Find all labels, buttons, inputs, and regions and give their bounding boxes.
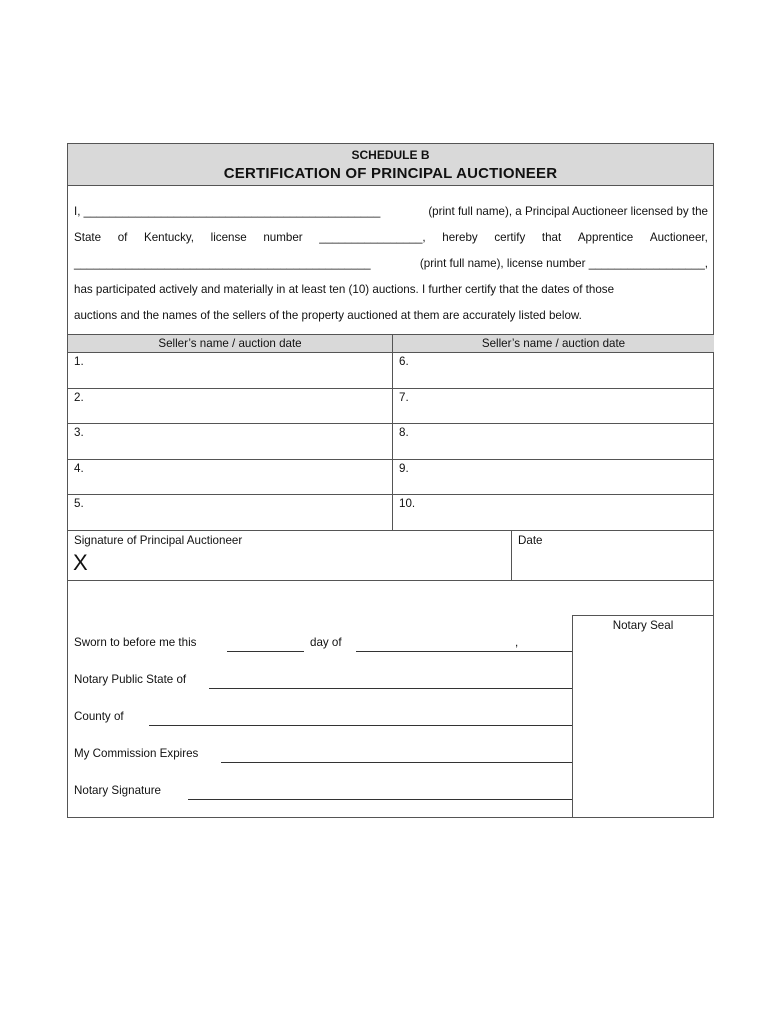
seller-entry-left[interactable]: 5. — [74, 497, 84, 510]
notary-seal-top-border — [572, 615, 714, 616]
seller-entry-right[interactable]: 6. — [399, 355, 409, 368]
county-field[interactable] — [149, 725, 572, 726]
table-row-border — [68, 423, 713, 424]
statement-word: of — [117, 231, 128, 244]
statement-word: Apprentice — [577, 231, 634, 244]
seller-entry-right[interactable]: 9. — [399, 462, 409, 475]
notary-state-field[interactable] — [209, 688, 572, 689]
form-header — [68, 144, 713, 186]
statement-word: Auctioneer, — [649, 231, 708, 244]
seller-entry-left[interactable]: 3. — [74, 426, 84, 439]
signature-label: Signature of Principal Auctioneer — [74, 534, 243, 547]
seller-entry-right[interactable]: 7. — [399, 391, 409, 404]
table-column-divider — [392, 334, 393, 530]
certification-form — [67, 143, 714, 818]
table-header-border — [68, 352, 713, 353]
table-bottom-border — [68, 530, 713, 531]
seller-entry-right[interactable]: 8. — [399, 426, 409, 439]
date-label: Date — [518, 534, 543, 547]
notary-signature-label: Notary Signature — [74, 784, 161, 797]
statement-word: that — [541, 231, 562, 244]
county-label: County of — [74, 710, 124, 723]
notary-seal-label: Notary Seal — [612, 619, 674, 632]
statement-text: (print full name), a Principal Auctioneer licensed by the — [428, 205, 708, 218]
table-row-border — [68, 494, 713, 495]
sworn-comma: , — [515, 636, 519, 649]
statement-word: number — [263, 231, 303, 244]
right-column-header: Seller’s name / auction date — [393, 335, 714, 352]
day-of-label: day of — [310, 636, 342, 649]
table-row-border — [68, 459, 713, 460]
commission-label: My Commission Expires — [74, 747, 199, 760]
seller-entry-left[interactable]: 4. — [74, 462, 84, 475]
form-title: CERTIFICATION OF PRINCIPAL AUCTIONEER — [223, 165, 558, 182]
license-number-field[interactable]: ________________, — [319, 231, 426, 244]
apprentice-name-field[interactable]: ______________________________________________ — [74, 257, 371, 270]
date-divider — [511, 530, 512, 580]
signature-field[interactable]: X — [73, 550, 88, 575]
seller-entry-left[interactable]: 1. — [74, 355, 84, 368]
left-column-header: Seller’s name / auction date — [68, 335, 392, 352]
statement-word: license — [210, 231, 247, 244]
statement-word: State — [74, 231, 102, 244]
sworn-day-field[interactable] — [227, 651, 304, 652]
notary-signature-field[interactable] — [188, 799, 572, 800]
statement-line-3 — [74, 257, 708, 270]
notary-state-label: Notary Public State of — [74, 673, 187, 686]
seller-entry-left[interactable]: 2. — [74, 391, 84, 404]
print-name-field[interactable]: I, ______________________________________________ — [74, 205, 381, 218]
commission-field[interactable] — [221, 762, 572, 763]
statement-line-5: auctions and the names of the sellers of the property auctioned at them are accurately listed below. — [74, 309, 582, 322]
statement-line-4: has participated actively and materially in at least ten (10) auctions. I further certify that the dates of those — [74, 283, 615, 296]
apprentice-license-field[interactable]: (print full name), license number __________________, — [419, 257, 708, 270]
sworn-label: Sworn to before me this — [74, 636, 197, 649]
table-row-border — [68, 388, 713, 389]
signature-bottom-border — [68, 580, 713, 581]
statement-line-1 — [74, 205, 708, 218]
seller-entry-right[interactable]: 10. — [399, 497, 416, 510]
statement-line-2 — [74, 231, 708, 244]
statement-word: Kentucky, — [143, 231, 195, 244]
schedule-label: SCHEDULE B — [351, 148, 430, 162]
statement-word: hereby — [442, 231, 478, 244]
statement-word: certify — [494, 231, 526, 244]
notary-seal-divider — [572, 615, 573, 818]
sworn-month-field[interactable] — [356, 651, 572, 652]
